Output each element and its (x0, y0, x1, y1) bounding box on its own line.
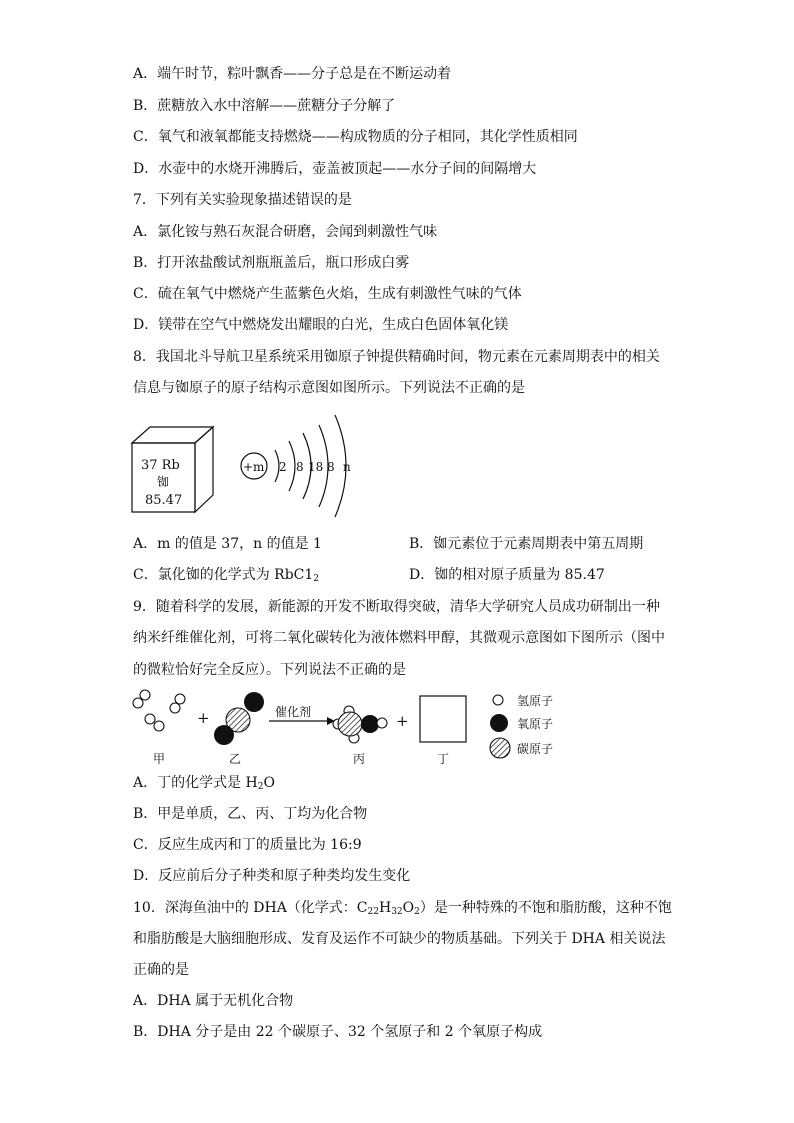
reactant-yi (214, 692, 264, 745)
q9-option-a-text: A．丁的化学式是 H (133, 775, 258, 791)
plus-sign-1: + (197, 709, 210, 727)
catalyst-label: 催化剂 (275, 705, 312, 719)
element-number-symbol: 37 Rb (141, 458, 180, 473)
q10-stem-line1 (133, 898, 672, 922)
q10-stem-line3: 正确的是 (133, 962, 189, 978)
q8-option-c (133, 565, 319, 589)
oxygen-atom-icon (490, 714, 508, 732)
q10-h: H (378, 900, 392, 916)
q10-stem-pre: 10．深海鱼油中的 DHA（化学式：C (133, 900, 368, 916)
q10-sub-h: 32 (391, 907, 403, 917)
q7-option-a: A．氯化铵与熟石灰混合研磨，会闻到刺激性气味 (133, 224, 438, 240)
product-bing (333, 706, 387, 743)
q8-option-a: A．m 的值是 37，n 的值是 1 (133, 536, 322, 552)
shell-2-count: 8 (296, 460, 304, 474)
q9-option-a-post: O (263, 775, 275, 791)
q8-option-c-text: C．氯化铷的化学式为 RbC1 (133, 567, 314, 583)
q8-stem-line1: 8．我国北斗导航卫星系统采用铷原子钟提供精确时间，物元素在元素周期表中的相关 (133, 349, 660, 365)
shell-1-count: 2 (279, 460, 287, 474)
q7-stem: 7．下列有关实验现象描述错误的是 (133, 192, 352, 208)
label-ding: 丁 (437, 752, 450, 766)
q7-option-b: B．打开浓盐酸试剂瓶瓶盖后，瓶口形成白雾 (133, 255, 410, 271)
label-jia: 甲 (153, 752, 166, 766)
product-ding-box (420, 696, 466, 742)
reactant-jia (133, 690, 185, 731)
q9-option-b: B．甲是单质，乙、丙、丁均为化合物 (133, 806, 368, 822)
label-bing: 丙 (353, 752, 366, 766)
q9-stem-line2: 纳米纤维催化剂，可将二氧化碳转化为液体燃料甲醇，其微观示意图如下图所示（图中 (133, 630, 665, 646)
element-mass: 85.47 (145, 493, 183, 508)
plus-sign-2: + (396, 712, 409, 730)
q6-option-c: C．氧气和液氧都能支持燃烧——构成物质的分子相同，其化学性质相同 (133, 129, 578, 145)
q7-option-d: D．镁带在空气中燃烧发出耀眼的白光，生成白色固体氧化镁 (133, 317, 509, 333)
q10-sub-c: 22 (367, 907, 379, 917)
shell-5-count: n (343, 460, 351, 474)
q8-stem-line2: 信息与铷原子的原子结构示意图如图所示。下列说法不正确的是 (133, 380, 525, 396)
shell-3-count: 18 (308, 460, 324, 474)
q10-o: O (402, 900, 415, 916)
q8-option-c-sub: 2 (313, 574, 320, 584)
q8-option-b: B．铷元素位于元素周期表中第五周期 (409, 536, 644, 552)
q9-option-d: D．反应前后分子种类和原子种类均发生变化 (133, 868, 411, 884)
nucleus-charge: +m (243, 460, 265, 474)
q9-stem-line1: 9．随着科学的发展，新能源的开发不断取得突破，清华大学研究人员成功研制出一种 (133, 599, 660, 615)
q6-option-d: D．水壶中的水烧开沸腾后，壶盖被顶起——水分子间的间隔增大 (133, 161, 537, 177)
element-name: 铷 (157, 475, 170, 489)
q8-option-d: D．铷的相对原子质量为 85.47 (409, 567, 605, 583)
q10-stem-line2: 和脂肪酸是大脑细胞形成、发育及运作不可缺少的物质基础。下列关于 DHA 相关说法 (133, 931, 666, 947)
shell-4-count: 8 (327, 460, 335, 474)
q9-option-a-sub: 2 (257, 782, 264, 792)
q10-option-b: B．DHA 分子是由 22 个碳原子、32 个氢原子和 2 个氧原子构成 (133, 1024, 543, 1040)
q6-option-b: B．蔗糖放入水中溶解——蔗糖分子分解了 (133, 98, 396, 114)
q10-stem-post: ）是一种特殊的不饱和脂肪酸，这种不饱 (419, 900, 672, 916)
legend-oxygen: 氧原子 (517, 717, 554, 731)
q9-option-a (133, 773, 275, 797)
q6-option-a: A．端午时节，粽叶飘香——分子总是在不断运动着 (133, 66, 452, 82)
q7-option-c: C．硫在氧气中燃烧产生蓝紫色火焰，生成有刺激性气味的气体 (133, 286, 522, 302)
q9-option-c: C．反应生成丙和丁的质量比为 16:9 (133, 837, 362, 853)
carbon-atom-icon (490, 738, 510, 758)
q9-reaction-diagram (125, 683, 595, 768)
q8-figure (125, 405, 365, 525)
q10-option-a: A．DHA 属于无机化合物 (133, 993, 294, 1009)
q10-sub-o: 2 (414, 907, 420, 917)
legend-carbon: 碳原子 (517, 742, 554, 756)
hydrogen-atom-icon (493, 695, 503, 705)
q9-stem-line3: 的微粒恰好完全反应）。下列说法不正确的是 (133, 662, 406, 678)
label-yi: 乙 (229, 752, 242, 766)
legend-hydrogen: 氢原子 (517, 694, 554, 708)
